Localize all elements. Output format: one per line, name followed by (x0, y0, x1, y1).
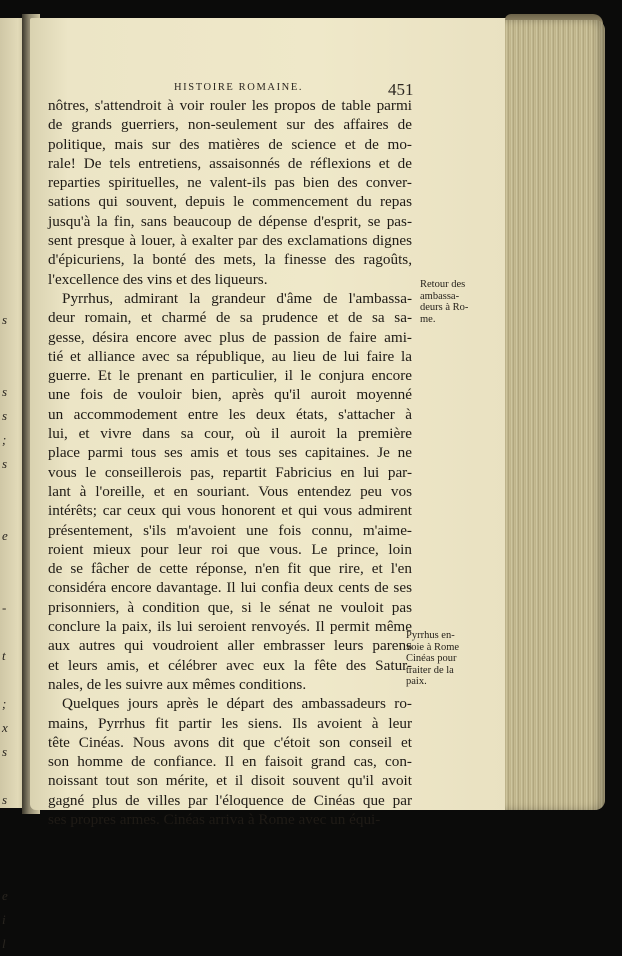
text-line: nôtres, s'attendroit à voir rouler les propos de table parmi (48, 97, 412, 114)
text-line: lui, et vivre dans sa cour, où il auroit la première (48, 425, 412, 443)
paragraph-3 (48, 694, 412, 829)
text-line: reparties spirituelles, ne valent-ils pas bien des conver- (48, 174, 412, 192)
text-line: considéra encore davantage. Il lui confia deux cents de ses (48, 579, 412, 597)
facing-page-letter-fragments: s s s ; s e - t ; x s s e i l (2, 312, 8, 951)
page-stack-fore-edge (505, 20, 605, 810)
text-line: gesse, désira encore avec plus de passion de faire ami- (48, 328, 412, 346)
text-line: deur romain, et charmé de sa prudence et de sa sa- (48, 309, 412, 327)
paragraph-1 (48, 96, 412, 289)
text-line: roient mieux pour leur roi que vous. Le prince, loin (48, 540, 412, 558)
text-line: ses propres armes. Cinéas arriva à Rome avec un équi- (48, 810, 381, 828)
text-line: une fois de vouloir bien, après qu'il auroit moyenné (48, 386, 412, 404)
text-line: d'épicuriens, la bonté des mets, la finesse des ragoûts, (48, 251, 412, 269)
text-line: rale! De tels entretiens, assaisonnés de réflexions et de (48, 154, 412, 172)
text-line: gagné plus de villes par l'éloquence de Cinéas que par (48, 791, 412, 809)
text-line: nales, de les suivre aux mêmes conditions. (48, 675, 307, 693)
text-line: aux autres qui voudroient aller embrasser leurs parens (48, 637, 412, 655)
paragraph-2 (48, 289, 412, 694)
text-line: son homme de confiance. Il en faisoit grand cas, con- (48, 753, 412, 771)
text-line: place parmi tous ses amis et tous ses capitaines. Je ne (48, 444, 412, 462)
text-line: tête Cinéas. Nous avons dit que c'étoit son conseil et (48, 733, 412, 751)
text-line: conclure la paix, ils lui seroient renvoyés. Il permit même (48, 618, 412, 636)
text-line: et leurs amis, et célébrer avec eux la fête des Satur- (48, 656, 412, 674)
text-line: noissant tout son mérite, et il disoit souvent qu'il avoit (48, 772, 412, 790)
text-line: sent presque à louer, à exalter par des exclamations dignes (48, 232, 412, 250)
body-text (48, 96, 412, 829)
text-line: vous le conseillerois pas, repartit Fabricius en lui par- (48, 463, 412, 481)
text-line: un accommodement entre les deux états, s'attacher à (48, 405, 412, 423)
margin-note-cineas: Pyrrhus en- voie à Rome Cinéas pour traiter de la paix. (406, 630, 460, 687)
text-line: présentement, s'ils m'avoient une fois connu, m'aime- (48, 521, 412, 539)
running-header: HISTOIRE ROMAINE. (174, 82, 304, 93)
text-line: Quelques jours après le départ des ambassadeurs ro- (62, 695, 412, 713)
text-line: de se fâcher de cette réponse, n'en fit que rire, et l'en (48, 560, 412, 578)
text-line: intérêts; car ceux qui vous honorent et qui vous admirent (48, 502, 412, 520)
page-number: 451 (388, 80, 414, 99)
margin-note-retour: Retour des ambassa- deurs à Ro- me. (420, 279, 469, 325)
text-line: prisonniers, à condition que, si le sénat ne vouloit pas (48, 598, 412, 616)
text-line: tié et alliance avec sa république, au lieu de lui faire la (48, 347, 412, 365)
text-line: jusqu'à la fin, sans beaucoup de dépense d'esprit, se pas- (48, 212, 412, 230)
text-line: politique, mais sur des matières de science et de mo- (48, 135, 412, 153)
text-line: de grands guerriers, non-seulement sur des affaires de (48, 116, 412, 134)
text-line: guerre. Et le prenant en particulier, il le conjura encore (48, 367, 412, 385)
text-line: Pyrrhus, admirant la grandeur d'âme de l'ambassa- (62, 289, 412, 307)
text-line: lant à l'oreille, et en souriant. Vous entendez peu vos (48, 482, 412, 500)
text-line: l'excellence des vins et des liqueurs. (48, 270, 268, 288)
text-line: mains, Pyrrhus fit partir les siens. Ils avoient à leur (48, 714, 412, 732)
text-line: sations qui souvent, depuis le commencement du repas (48, 193, 412, 211)
